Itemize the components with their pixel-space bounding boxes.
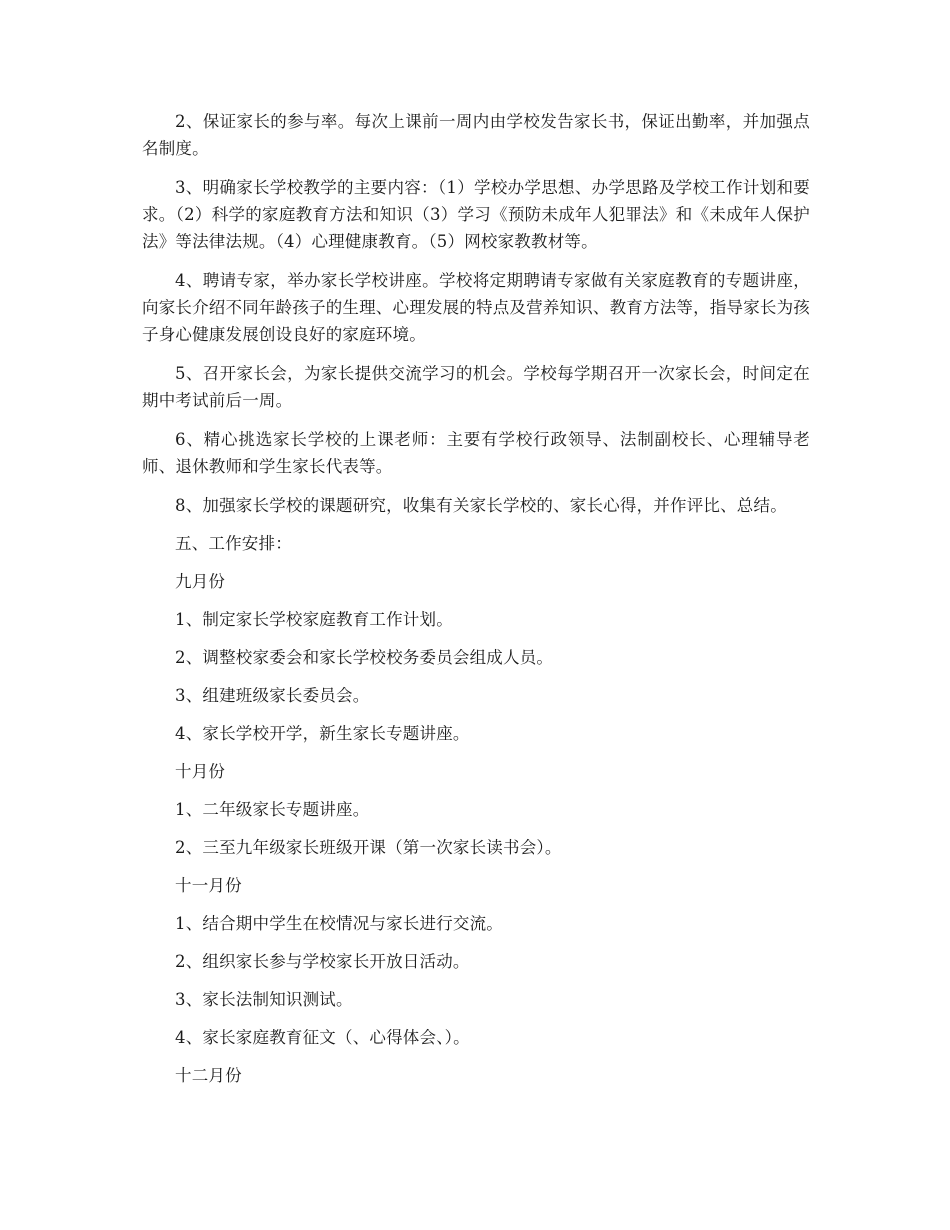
paragraph-item-4: 4、聘请专家，举办家长学校讲座。学校将定期聘请专家做有关家庭教育的专题讲座，向家长介绍不同年龄孩子的生理、心理发展的特点及营养知识、教育方法等，指导家长为孩子身心健康发展创设良好的家庭环境。 (142, 271, 810, 344)
paragraph-item-2: 2、保证家长的参与率。每次上课前一周内由学校发告家长书，保证出勤率，并加强点名制度。 (142, 112, 810, 158)
list-item: 3、组建班级家长委员会。 (175, 686, 370, 705)
paragraph-item-3: 3、明确家长学校教学的主要内容：（1）学校办学思想、办学思路及学校工作计划和要求。（2）科学的家庭教育方法和知识（3）学习《预防未成年人犯罪法》和《未成年人保护法》等法律法规。（4）心理健康教育。（5）网校家教教材等。 (142, 178, 810, 251)
list-item: 2、三至九年级家长班级开课（第一次家长读书会）。 (175, 838, 562, 857)
month-heading-november: 十一月份 (175, 876, 242, 895)
list-item: 1、二年级家长专题讲座。 (175, 800, 370, 819)
paragraph-item-5: 5、召开家长会，为家长提供交流学习的机会。学校每学期召开一次家长会，时间定在期中考试前后一周。 (142, 364, 810, 410)
month-heading-december: 十二月份 (175, 1066, 242, 1085)
list-item: 1、制定家长学校家庭教育工作计划。 (175, 610, 453, 629)
month-heading-september: 九月份 (175, 572, 226, 591)
section-heading: 五、工作安排： (175, 534, 292, 553)
month-heading-october: 十月份 (175, 762, 226, 781)
paragraph-item-6: 6、精心挑选家长学校的上课老师：主要有学校行政领导、法制副校长、心理辅导老师、退休教师和学生家长代表等。 (142, 430, 810, 476)
list-item: 2、组织家长参与学校家长开放日活动。 (175, 952, 470, 971)
paragraph-item-8: 8、加强家长学校的课题研究，收集有关家长学校的、家长心得，并作评比、总结。 (175, 496, 787, 515)
list-item: 1、结合期中学生在校情况与家长进行交流。 (175, 914, 503, 933)
document-body (142, 108, 810, 1101)
list-item: 3、家长法制知识测试。 (175, 990, 353, 1009)
list-item: 2、调整校家委会和家长学校校务委员会组成人员。 (175, 648, 554, 667)
list-item: 4、家长学校开学，新生家长专题讲座。 (175, 724, 470, 743)
list-item: 4、家长家庭教育征文（、心得体会、）。 (175, 1028, 470, 1047)
